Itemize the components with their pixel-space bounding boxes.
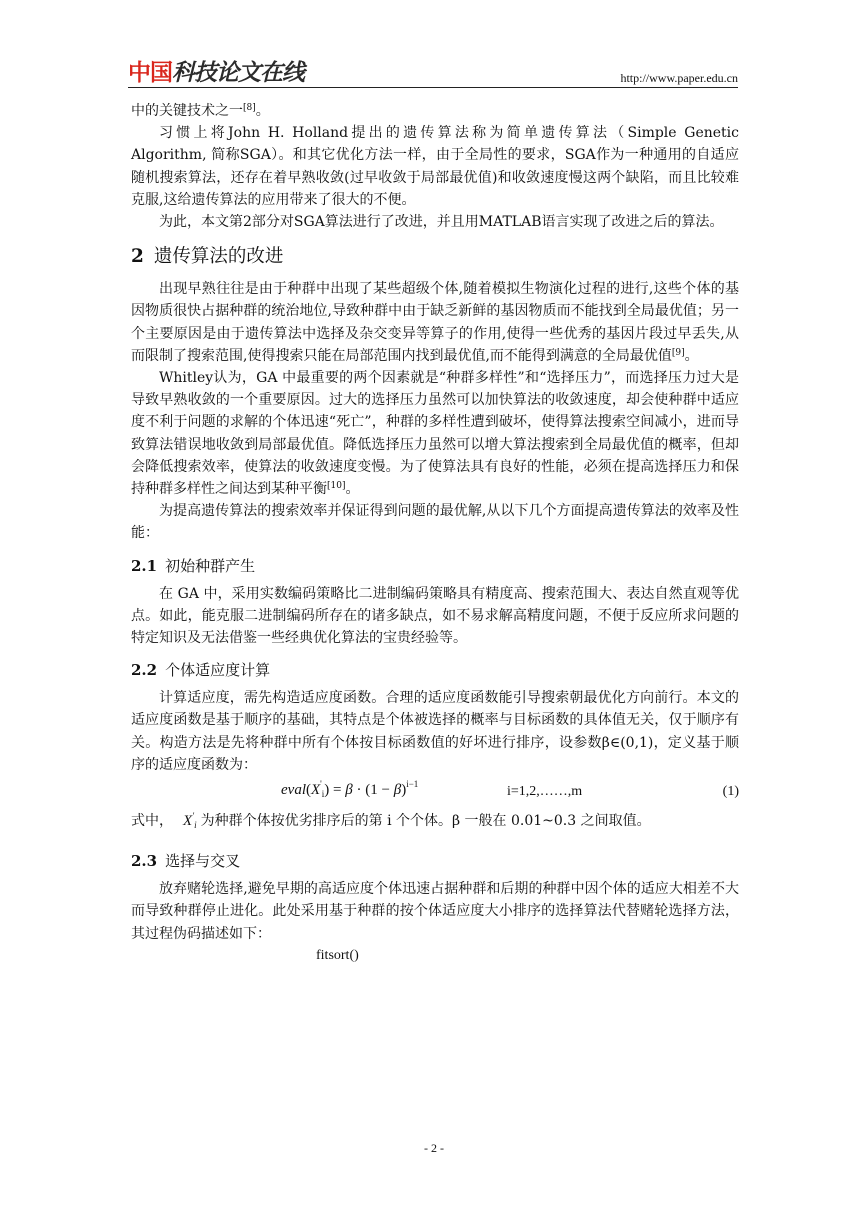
paragraph-fitness: 计算适应度，需先构造适应度函数。合理的适应度函数能引导搜索朝最优化方向前行。本文的适应度函数是基于顺序的基础，其特点是个体被选择的概率与目标函数的具体值无关，仅于顺序有关。构造方法是先将种群中所有个体按目标函数值的好坏进行排序，设参数β∈(0,1)，定义基于顺序的适应度函数为： xyxy=(131,690,739,773)
paragraph-outline: 为此，本文第2部分对SGA算法进行了改进，并且用MATLAB语言实现了改进之后的算法。 xyxy=(159,214,724,231)
equation-1 xyxy=(131,780,739,810)
section-heading-2-3: 2.3 选择与交叉 xyxy=(131,852,241,871)
page-body xyxy=(131,100,739,967)
citation-9[interactable]: [9] xyxy=(671,347,685,358)
paragraph-whitley: Whitley认为，GA 中最重要的两个因素就是“种群多样性”和“选择压力”，而选择压力过大是导致早熟收敛的一个重要原因。过大的选择压力虽然可以加快算法的收敛速度，却会使种群中适应度不利于问题的求解的个体迅速“死亡”，种群的多样性遭到破坏，使得算法搜索空间减小，进而导致算法错误地收敛到局部最优值。降低选择压力虽然可以增大算法搜索到全局最优值的概率，但却会降低搜索效率，使算法的收敛速度变慢。为了使算法具有良好的性能，必须在提高选择压力和保持种群多样性之间达到某种平衡[10]。 xyxy=(131,370,739,498)
paragraph-initial-population: 在 GA 中，采用实数编码策略比二进制编码策略具有精度高、搜索范围大、表达自然直观等优点。如此，能克服二进制编码所存在的诸多缺点，如不易求解高精度问题，不便于反应所求问题的特定知识及无法借鉴一些经典优化算法的宝贵经验等。 xyxy=(131,585,739,647)
pseudocode-line: fitsort() xyxy=(316,947,359,963)
section-heading-2-2: 2.2 个体适应度计算 xyxy=(131,661,271,680)
equation-index-range: i=1,2,……,m xyxy=(507,784,583,800)
logo-part-title: 科技论文在线 xyxy=(172,60,304,86)
equation-formula: $eval(X'_i) = \beta \cdot (1 - \beta)^{i-1}$ xyxy=(281,779,419,800)
citation-10[interactable]: [10] xyxy=(327,481,346,492)
paragraph-premature: 出现早熟往往是由于种群中出现了某些超级个体,随着模拟生物演化过程的进行,这些个体的基因物质很快占据种群的统治地位,导致种群中由于缺乏新鲜的基因物质而不能找到全局最优值；另一个主要原因是由于遗传算法中选择及杂交变异等算子的作用,使得一些优秀的基因片段过早丢失,从而限制了搜索范围,使得搜索只能在局部范围内找到最优值,而不能得到满意的全局最优值[9]。 xyxy=(131,281,739,364)
citation-8[interactable]: [8] xyxy=(243,103,256,113)
journal-logo xyxy=(128,60,304,86)
paragraph-improvements: 为提高遗传算法的搜索效率并保证得到问题的最优解,从以下几个方面提高遗传算法的效率及性能： xyxy=(131,503,739,542)
header-url[interactable]: http://www.paper.edu.cn xyxy=(620,71,738,85)
page-number: - 2 - xyxy=(424,1141,444,1155)
inline-variable: $X'_i$ xyxy=(183,811,197,831)
section-heading-2-1: 2.1 初始种群产生 xyxy=(131,556,256,575)
paragraph-continuation: 中的关键技术之一[8]。 xyxy=(131,103,270,119)
equation-number: (1) xyxy=(722,784,739,800)
paragraph-sga: 习惯上将John H. Holland提出的遗传算法称为简单遗传算法（Simple Genetic Algorithm, 简称SGA）。和其它优化方法一样，由于全局性的要求，SGA作为一种通用的自适应随机搜索算法，还存在着早熟收敛(过早收敛于局部最优值)和收敛速度慢这两个缺陷，而且比较难克服,这给遗传算法的应用带来了很大的不便。 xyxy=(131,125,739,208)
paragraph-equation-note: 式中， $X'_i$ 为种群个体按优劣排序后的第 i 个个体。β 一般在 0.01~0.3 之间取值。 xyxy=(131,811,651,831)
logo-part-china: 中国 xyxy=(128,60,172,86)
section-heading-2: 2 遗传算法的改进 xyxy=(131,246,284,268)
paragraph-selection: 放弃赌轮选择,避免早期的高适应度个体迅速占据种群和后期的种群中因个体的适应大相差不大而导致种群停止进化。此处采用基于种群的按个体适应度大小排序的选择算法代替赌轮选择方法，其过程伪码描述如下： xyxy=(131,881,739,942)
header-rule xyxy=(128,87,738,88)
